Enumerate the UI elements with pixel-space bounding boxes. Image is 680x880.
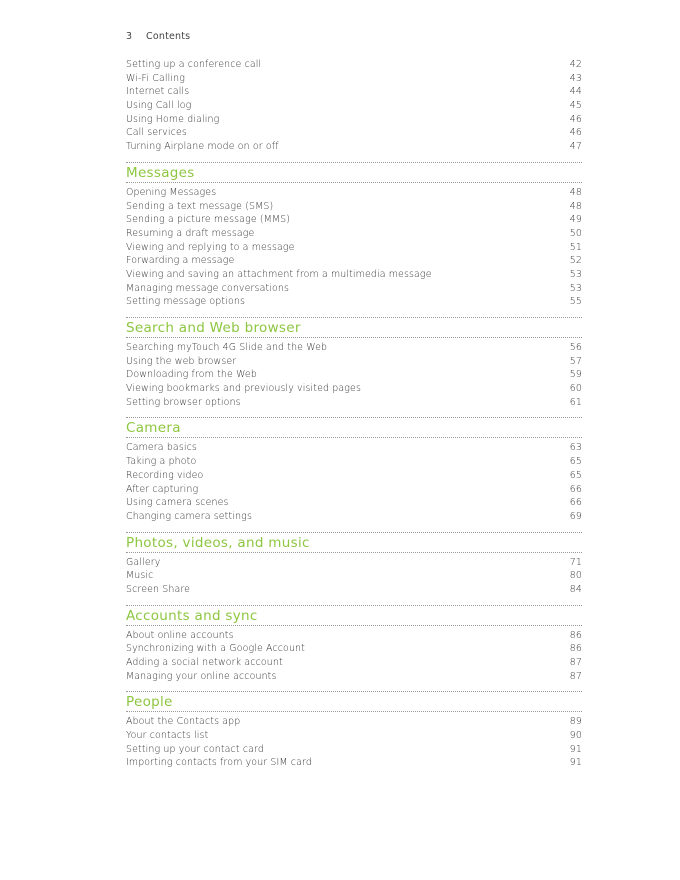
toc-entry-page: 80 [569,570,582,582]
toc-section-heading[interactable]: Search and Web browser [126,317,582,338]
toc-entry-title: Managing message conversations [126,282,290,294]
toc-section [126,417,582,523]
toc-entry-page: 48 [569,186,582,198]
toc-entry[interactable] [126,510,582,524]
toc-entry-title: Resuming a draft message [126,227,255,239]
toc-entry[interactable] [126,729,582,743]
toc-entry[interactable] [126,629,582,643]
toc-entry-page: 57 [569,355,582,367]
toc-entry-title: Taking a photo [126,456,197,468]
toc-entry[interactable] [126,715,582,729]
toc-section [126,162,582,309]
toc-entry-title: Screen Share [126,583,191,595]
toc-entry-page: 43 [569,72,582,84]
toc-entry[interactable] [126,496,582,510]
toc-entry-page: 86 [569,629,582,641]
toc-entry[interactable] [126,382,582,396]
toc-entry[interactable] [126,200,582,214]
toc-entry[interactable] [126,72,582,86]
toc-entry[interactable] [126,58,582,72]
toc-entry-page: 46 [569,113,582,125]
toc-entry[interactable] [126,227,582,241]
toc-entry-page: 51 [569,241,582,253]
toc-entry-page: 53 [569,282,582,294]
toc-section-heading[interactable]: People [126,691,582,712]
toc-entry[interactable] [126,99,582,113]
toc-entry[interactable] [126,254,582,268]
toc-entry-page: 60 [569,383,582,395]
toc-entry[interactable] [126,282,582,296]
toc-entry-page: 52 [569,255,582,267]
toc-entry[interactable] [126,583,582,597]
toc-entry-page: 56 [569,342,582,353]
toc-entry-title: Recording video [126,469,204,481]
toc-entry-title: Importing contacts from your SIM card [126,757,312,769]
toc-entry-page: 61 [569,396,582,408]
toc-intro-entries [126,58,582,154]
toc-entry-title: Using the web browser [126,355,237,367]
toc-entry-page: 86 [569,643,582,655]
toc-entry[interactable] [126,355,582,369]
toc-entry-title: Gallery [126,556,161,568]
toc-entry[interactable] [126,455,582,469]
toc-entry[interactable] [126,368,582,382]
toc-entry-title: After capturing [126,483,199,495]
toc-section-heading[interactable]: Accounts and sync [126,605,582,626]
toc-entry-page: 90 [569,730,582,742]
toc-entry-title: Using Call log [126,100,192,112]
toc-entry-title: Managing your online accounts [126,670,277,682]
toc-entry-title: Sending a text message (SMS) [126,200,274,212]
toc-entry-page: 42 [569,59,582,70]
toc-entry-page: 53 [569,268,582,280]
toc-section [126,691,582,770]
toc-entry[interactable] [126,396,582,410]
toc-entry-title: Searching myTouch 4G Slide and the Web [126,342,328,353]
toc-entry[interactable] [126,743,582,757]
toc-entry-page: 65 [569,469,582,481]
toc-entry[interactable] [126,556,582,570]
toc-entry-title: Internet calls [126,86,190,98]
toc-entry[interactable] [126,113,582,127]
page-number: 3 [126,31,133,42]
toc-section-heading[interactable]: Messages [126,162,582,183]
toc-entry[interactable] [126,295,582,309]
toc-entry[interactable] [126,469,582,483]
toc-entry-title: Opening Messages [126,186,217,198]
toc-entry-title: Turning Airplane mode on or off [126,141,279,153]
toc-entry-title: Adding a social network account [126,657,283,668]
toc-entry-title: Viewing and saving an attachment from a multimedia message [126,268,432,280]
toc-section [126,317,582,409]
toc-entry-title: Call services [126,127,187,139]
toc-entry-page: 47 [569,141,582,153]
toc-entry-page: 59 [569,369,582,381]
toc-entry-page: 65 [569,456,582,468]
toc-entry-page: 49 [569,214,582,226]
toc-entry-page: 89 [569,716,582,728]
toc-entry[interactable] [126,126,582,140]
toc-entry[interactable] [126,441,582,455]
toc-entry-page: 84 [569,583,582,595]
toc-entry-title: About the Contacts app [126,716,241,728]
page-header [126,31,190,42]
toc-entry-title: Using Home dialing [126,113,220,125]
toc-section-heading[interactable]: Camera [126,417,582,438]
toc-entry-title: Downloading from the Web [126,369,257,381]
toc-entry-title: Viewing bookmarks and previously visited pages [126,383,361,395]
toc-entry-title: Wi-Fi Calling [126,72,185,84]
toc-entry[interactable] [126,268,582,282]
toc-entry-page: 87 [569,657,582,668]
toc-entry[interactable] [126,656,582,670]
toc-section-heading[interactable]: Photos, videos, and music [126,532,582,553]
toc-section [126,605,582,684]
page-header-title: Contents [146,31,191,42]
toc-entry-title: Setting up your contact card [126,743,264,755]
toc-entry[interactable] [126,756,582,770]
toc-entry[interactable] [126,341,582,355]
toc-entry-title: Synchronizing with a Google Account [126,643,305,655]
toc-entry-page: 66 [569,483,582,495]
toc-entry-page: 66 [569,497,582,509]
toc-entry-title: Setting message options [126,296,245,308]
toc-entry-page: 55 [569,296,582,308]
toc-entry-page: 87 [569,670,582,682]
toc-entry-title: Changing camera settings [126,510,252,522]
toc-entry-page: 44 [569,86,582,98]
toc-entry-page: 46 [569,127,582,139]
toc-entry-title: Setting browser options [126,396,241,408]
toc-entry[interactable] [126,569,582,583]
toc-entry-title: Music [126,570,154,582]
toc-entry-title: Using camera scenes [126,497,229,509]
toc-entry[interactable] [126,670,582,684]
toc-entry-title: Your contacts list [126,730,209,742]
toc-entry-page: 48 [569,200,582,212]
toc-entry-title: Viewing and replying to a message [126,241,295,253]
toc-entry-page: 50 [569,227,582,239]
toc-entry-page: 69 [569,510,582,522]
toc-entry-page: 91 [569,757,582,769]
toc-entry[interactable] [126,213,582,227]
toc-entry-page: 71 [569,556,582,568]
toc-entry-title: Camera basics [126,442,197,454]
toc-entry-title: About online accounts [126,629,234,641]
table-of-contents [126,58,582,770]
toc-entry-title: Setting up a conference call [126,59,262,70]
toc-entry-page: 63 [569,442,582,454]
toc-entry[interactable] [126,85,582,99]
toc-entry-page: 91 [569,743,582,755]
toc-entry[interactable] [126,483,582,497]
toc-section [126,532,582,597]
toc-entry[interactable] [126,241,582,255]
toc-entry-page: 45 [569,100,582,112]
toc-entry[interactable] [126,186,582,200]
toc-entry-title: Sending a picture message (MMS) [126,214,291,226]
toc-entry-title: Forwarding a message [126,255,235,267]
toc-entry[interactable] [126,140,582,154]
toc-entry[interactable] [126,642,582,656]
